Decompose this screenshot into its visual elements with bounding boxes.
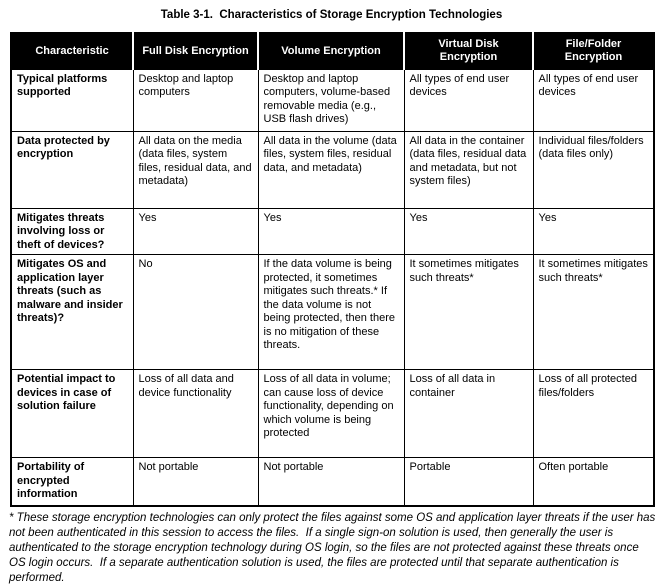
table-cell: Desktop and laptop computers, volume-based removable media (e.g., USB flash drives)	[258, 69, 404, 131]
table-row-potential-impact	[11, 370, 654, 458]
table-row-data-protected	[11, 131, 654, 208]
table-header-row	[11, 33, 654, 69]
storage-encryption-table	[10, 32, 655, 507]
row-label-potential-impact: Potential impact to devices in case of solution failure	[11, 370, 133, 458]
table-cell: It sometimes mitigates such threats*	[533, 255, 654, 370]
table-row-mitigates-loss-theft	[11, 208, 654, 255]
table-cell: If the data volume is being protected, it sometimes mitigates such threats.* If the data volume is not being protected, then there is no mitigation of these threats.	[258, 255, 404, 370]
col-header-full-disk-encryption: Full Disk Encryption	[133, 33, 258, 69]
table-cell: All data on the media (data files, system files, residual data, and metadata)	[133, 131, 258, 208]
table-cell: All types of end user devices	[404, 69, 533, 131]
table-cell: Loss of all data in container	[404, 370, 533, 458]
table-cell: Desktop and laptop computers	[133, 69, 258, 131]
col-header-virtual-disk-encryption: Virtual Disk Encryption	[404, 33, 533, 69]
table-cell: Yes	[133, 208, 258, 255]
row-label-portability: Portability of encrypted information	[11, 458, 133, 506]
table-row-mitigates-os-threats	[11, 255, 654, 370]
table-footnote: * These storage encryption technologies can only protect the files against some OS and application layer threats if the user has not been authenticated in this session to access the files. If a single sign-on solution is used, then generally the user is authenticated to the storage encryption technology during OS login, so the files are not protected against these threats once OS login occurs. If a separate authentication solution is used, the files are protected until that separate authentication is performed.	[9, 511, 659, 584]
table-cell: Yes	[404, 208, 533, 255]
table-cell: Not portable	[258, 458, 404, 506]
table-cell: Loss of all protected files/folders	[533, 370, 654, 458]
table-caption: Table 3-1. Characteristics of Storage Encryption Technologies	[160, 9, 503, 21]
table-cell: No	[133, 255, 258, 370]
table-row-typical-platforms	[11, 69, 654, 131]
table-cell: Yes	[258, 208, 404, 255]
table-cell: Yes	[533, 208, 654, 255]
table-cell: Individual files/folders (data files only)	[533, 131, 654, 208]
table-cell: Loss of all data in volume; can cause loss of device functionality, depending on which volume is being protected	[258, 370, 404, 458]
col-header-file-folder-encryption: File/Folder Encryption	[533, 33, 654, 69]
col-header-volume-encryption: Volume Encryption	[258, 33, 404, 69]
row-label-data-protected: Data protected by encryption	[11, 131, 133, 208]
table-cell: Not portable	[133, 458, 258, 506]
table-row-portability	[11, 458, 654, 506]
row-label-mitigates-loss-theft: Mitigates threats involving loss or theft of devices?	[11, 208, 133, 255]
table-cell: All data in the volume (data files, system files, residual data, and metadata)	[258, 131, 404, 208]
table-cell: Loss of all data and device functionality	[133, 370, 258, 458]
col-header-characteristic: Characteristic	[11, 33, 133, 69]
table-cell: It sometimes mitigates such threats*	[404, 255, 533, 370]
row-label-mitigates-os-threats: Mitigates OS and application layer threats (such as malware and insider threats)?	[11, 255, 133, 370]
table-cell: Often portable	[533, 458, 654, 506]
table-cell: All data in the container (data files, residual data and metadata, but not system files)	[404, 131, 533, 208]
table-cell: All types of end user devices	[533, 69, 654, 131]
table-cell: Portable	[404, 458, 533, 506]
row-label-typical-platforms: Typical platforms supported	[11, 69, 133, 131]
